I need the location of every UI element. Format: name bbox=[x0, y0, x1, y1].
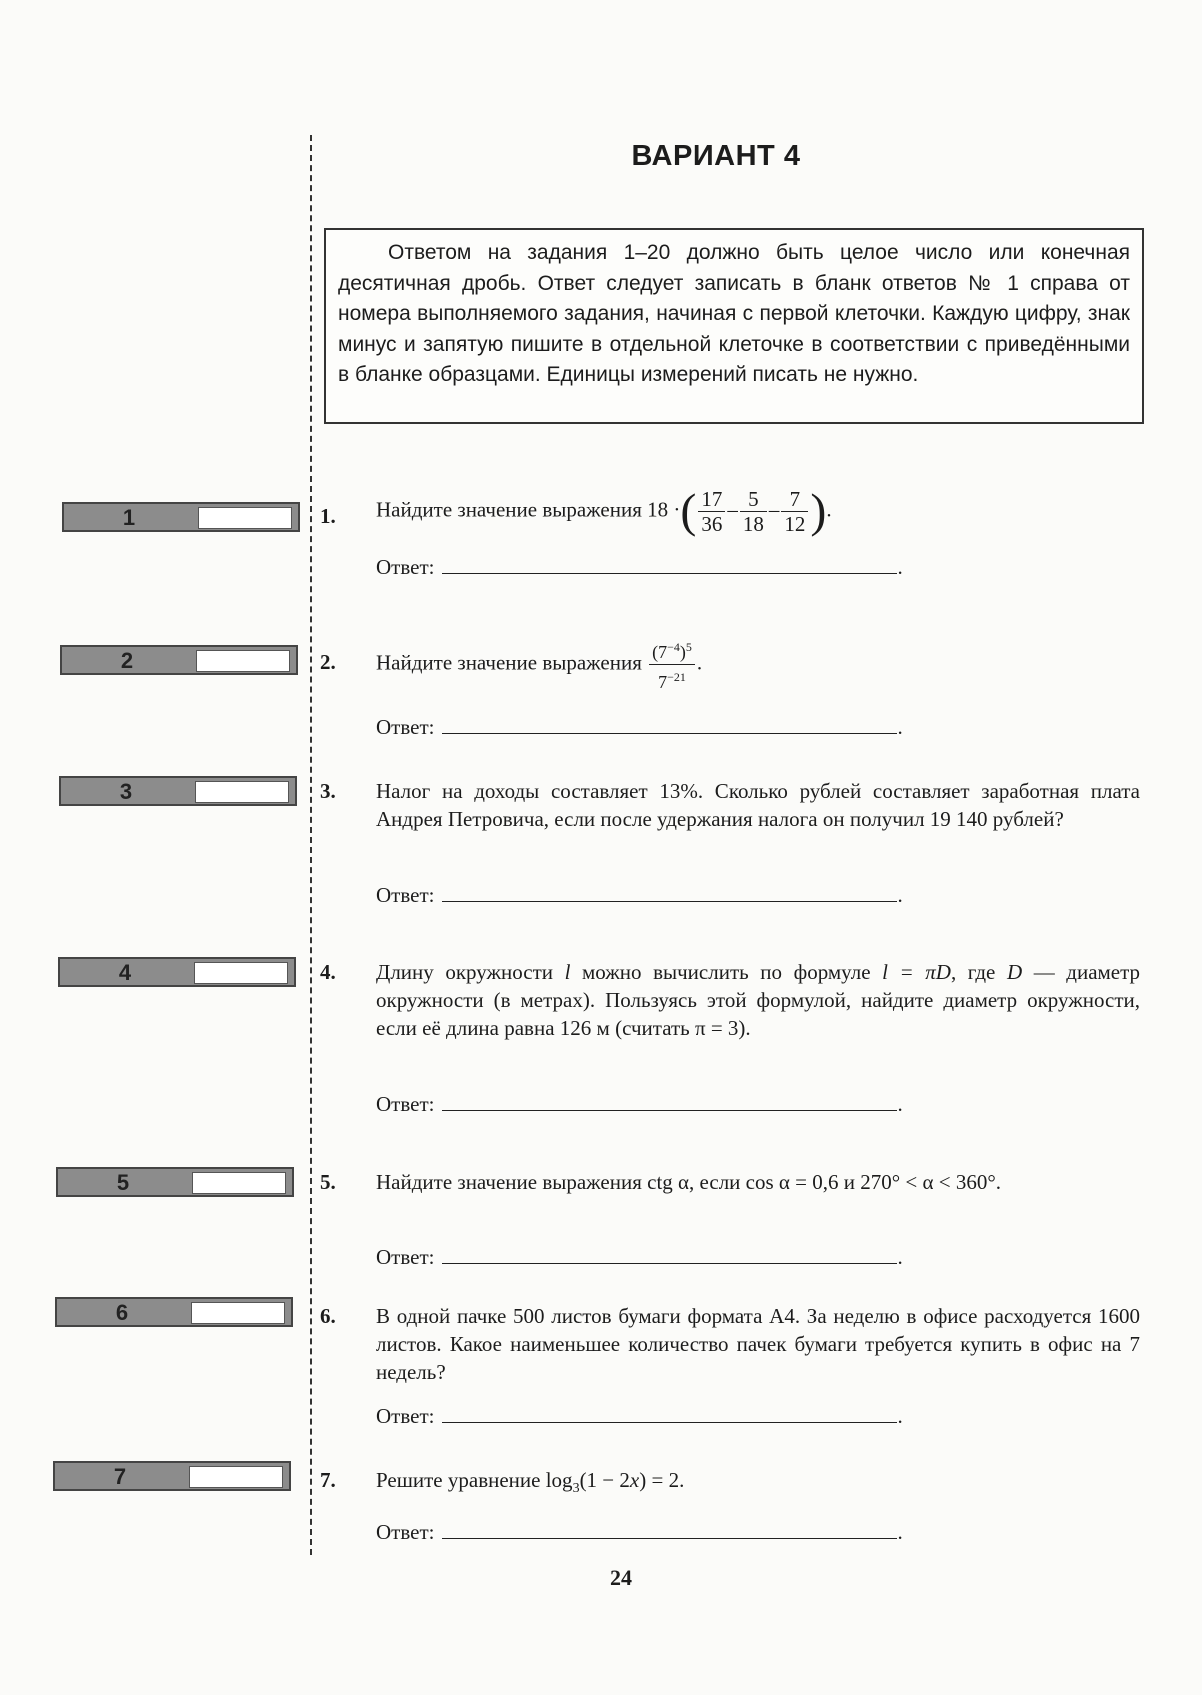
answer-tag-6 bbox=[55, 1297, 293, 1327]
answer-label: Ответ: bbox=[376, 1092, 435, 1116]
tag-number: 7 bbox=[113, 1464, 127, 1489]
tag-number: 4 bbox=[118, 960, 132, 985]
variable-D: D bbox=[1006, 960, 1023, 984]
answer-row: Ответ: . bbox=[376, 1092, 903, 1116]
answer-tag-7 bbox=[53, 1461, 291, 1491]
tag-number: 6 bbox=[115, 1300, 129, 1325]
power-fraction: $\frac{(7^{-4})^5}{7^{-21}}$ bbox=[649, 635, 695, 694]
answer-line[interactable] bbox=[442, 1518, 897, 1539]
answer-row: Ответ: . bbox=[376, 883, 903, 907]
instruction-box bbox=[324, 228, 1144, 424]
fraction-3: $\frac{7}{12}$ bbox=[781, 487, 808, 536]
answer-row: Ответ: . bbox=[376, 715, 903, 739]
answer-row: Ответ: . bbox=[376, 1520, 903, 1544]
fraction-1: $\frac{17}{36}$ bbox=[698, 487, 725, 536]
answer-label: Ответ: bbox=[376, 883, 435, 907]
task-body: Решите уравнение $\log_3(1 - 2x) = 2$. bbox=[376, 1468, 685, 1497]
answer-line[interactable] bbox=[442, 553, 897, 574]
task-body bbox=[376, 635, 1140, 694]
tag-number: 1 bbox=[122, 505, 136, 530]
log-base: 3 bbox=[572, 1481, 580, 1497]
answer-tag-2 bbox=[60, 645, 298, 675]
right-paren: ) bbox=[810, 484, 827, 538]
task-body bbox=[376, 484, 1140, 538]
task-number: 6. bbox=[320, 1304, 336, 1328]
task-coefficient: 18 · bbox=[647, 497, 681, 522]
answer-line[interactable] bbox=[442, 1402, 897, 1423]
answer-tag-3 bbox=[59, 776, 297, 806]
answer-label: Ответ: bbox=[376, 715, 435, 739]
period: . bbox=[826, 497, 832, 522]
formula: l = πD bbox=[882, 960, 951, 984]
task-text: Налог на доходы составляет 13%. Сколько рублей составляет заработная плата Андрея Петровича, если после удержания налога он получил 19 140 рублей? bbox=[376, 779, 1140, 831]
task-number: 4. bbox=[320, 960, 336, 984]
period: . bbox=[696, 650, 703, 675]
answer-line[interactable] bbox=[442, 881, 897, 902]
answer-tag-4 bbox=[58, 957, 296, 987]
tag-answer-box[interactable] bbox=[192, 1172, 286, 1194]
tag-answer-box[interactable] bbox=[189, 1466, 283, 1488]
task-number: 2. bbox=[320, 650, 336, 674]
minus-sign: – bbox=[768, 497, 780, 522]
task-number: 3. bbox=[320, 779, 336, 803]
answer-line[interactable] bbox=[442, 1243, 897, 1264]
tag-number: 3 bbox=[119, 779, 133, 804]
cut-line bbox=[310, 135, 312, 1555]
page-title: ВАРИАНТ 4 bbox=[631, 140, 801, 172]
tag-answer-box[interactable] bbox=[191, 1302, 285, 1324]
tag-number: 5 bbox=[116, 1170, 130, 1195]
task-body: Длину окружности l можно вычислить по формуле l = πD, где D — диаметр окружности (в метрах). Пользуясь этой формулой, найдите диаметр окружности, если её длина равна 126 м (считать π = 3). bbox=[376, 960, 1141, 1040]
answer-label: Ответ: bbox=[376, 1245, 435, 1269]
task-number: 7. bbox=[320, 1468, 336, 1492]
tag-answer-box[interactable] bbox=[194, 962, 288, 984]
instruction-text: Ответом на задания 1–20 должно быть целое число или конечная десятичная дробь. Ответ следует записать в бланк ответов № 1 справа от номера выполняемого задания, начиная с первой клеточки. Каждую цифру, знак минус и запятую пишите в отдельной клеточке в соответствии с приведёнными в бланке образцами. Единицы измерений писать не нужно. bbox=[338, 241, 1130, 386]
tag-number: 2 bbox=[120, 648, 134, 673]
tag-answer-box[interactable] bbox=[196, 650, 290, 672]
variable-x: x bbox=[629, 1468, 640, 1492]
answer-label: Ответ: bbox=[376, 555, 435, 579]
answer-line[interactable] bbox=[442, 713, 897, 734]
page-number: 24 bbox=[610, 1565, 632, 1590]
task-text: Найдите значение выражения bbox=[376, 650, 642, 675]
task-text: Найдите значение выражения bbox=[376, 497, 642, 522]
answer-row: Ответ: . bbox=[376, 555, 903, 579]
tag-answer-box[interactable] bbox=[195, 781, 289, 803]
task-text: В одной пачке 500 листов бумаги формата А4. За неделю в офисе расходуется 1600 листов. Какое наименьшее количество пачек бумаги требуется купить в офис на 7 недель? bbox=[376, 1304, 1140, 1384]
tag-answer-box[interactable] bbox=[198, 507, 292, 529]
answer-label: Ответ: bbox=[376, 1404, 435, 1428]
fraction-2: $\frac{5}{18}$ bbox=[740, 487, 767, 536]
answer-tag-5 bbox=[56, 1167, 294, 1197]
answer-row: Ответ: . bbox=[376, 1404, 903, 1428]
minus-sign: – bbox=[727, 497, 738, 522]
task-number: 5. bbox=[320, 1170, 336, 1194]
variable-l: l bbox=[564, 960, 571, 984]
left-paren: ( bbox=[680, 484, 697, 538]
answer-row: Ответ: . bbox=[376, 1245, 903, 1269]
answer-line[interactable] bbox=[442, 1090, 897, 1111]
answer-label: Ответ: bbox=[376, 1520, 435, 1544]
task-text: Найдите значение выражения ctg α, если cos α = 0,6 и 270° < α < 360°. bbox=[376, 1170, 1001, 1194]
answer-tag-1 bbox=[62, 502, 300, 532]
task-number: 1. bbox=[320, 504, 336, 528]
